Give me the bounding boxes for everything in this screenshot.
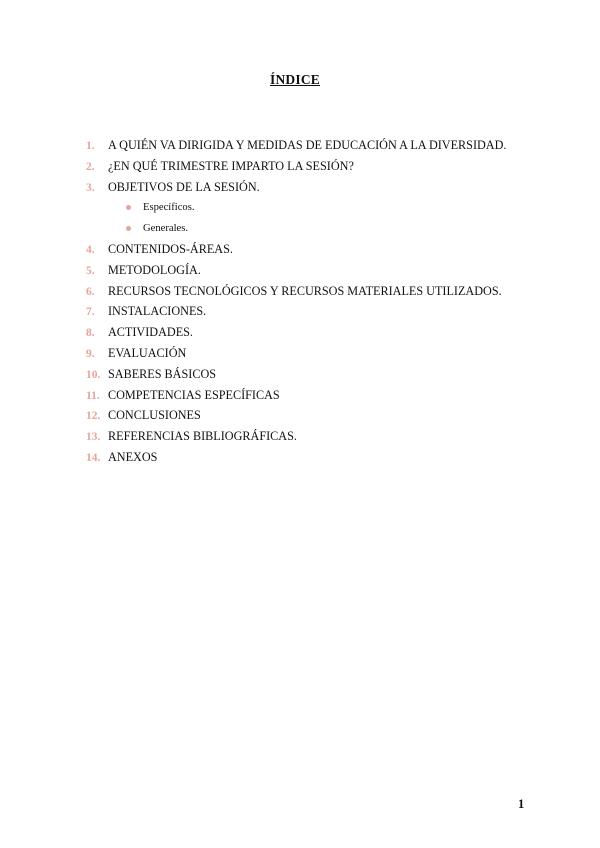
toc-subitem xyxy=(86,218,546,239)
toc-item-text: CONCLUSIONES xyxy=(108,408,201,423)
toc-subitem xyxy=(86,197,546,218)
toc-item-text: CONTENIDOS-ÁREAS. xyxy=(108,241,233,256)
toc-item-text: INSTALACIONES. xyxy=(108,304,207,319)
toc-item-text: ¿EN QUÉ TRIMESTRE IMPARTO LA SESIÓN? xyxy=(108,158,354,173)
toc-item-text: SABERES BÁSICOS xyxy=(108,366,217,381)
toc-item xyxy=(86,239,546,260)
toc-item-number: 9. xyxy=(86,347,95,360)
toc-item-number: 13. xyxy=(86,431,101,444)
toc-item xyxy=(86,260,546,281)
toc-item-number: 8. xyxy=(86,327,95,340)
toc-item xyxy=(86,364,546,385)
toc-item xyxy=(86,135,546,156)
page-number: 1 xyxy=(518,797,525,811)
toc-item-text: A QUIÉN VA DIRIGIDA Y MEDIDAS DE EDUCACIÓN A LA DIVERSIDAD. xyxy=(108,138,507,152)
toc-item-number: 12. xyxy=(86,410,101,423)
toc-subitem-text: Generales. xyxy=(143,223,188,235)
toc-item-number: 1. xyxy=(86,140,95,152)
toc-item xyxy=(86,447,546,468)
toc-item-number: 5. xyxy=(86,264,95,277)
toc-item xyxy=(86,343,546,364)
toc-subitem-text: Específicos. xyxy=(143,202,195,214)
toc-item xyxy=(86,301,546,322)
toc-item-text: COMPETENCIAS ESPECÍFICAS xyxy=(108,387,280,402)
toc-item-text: REFERENCIAS BIBLIOGRÁFICAS. xyxy=(108,429,297,444)
table-of-contents xyxy=(86,135,546,468)
toc-item-number: 4. xyxy=(86,243,95,256)
toc-item-text: OBJETIVOS DE LA SESIÓN. xyxy=(108,179,260,194)
toc-item-text: METODOLOGÍA. xyxy=(108,262,201,277)
toc-item-number: 14. xyxy=(86,451,101,464)
toc-item-number: 6. xyxy=(86,285,95,298)
toc-item-text: ANEXOS xyxy=(108,449,158,464)
toc-item-with-subitems xyxy=(86,177,546,239)
toc-item-number: 10. xyxy=(86,368,101,381)
toc-item xyxy=(86,322,546,343)
bullet-icon xyxy=(126,226,131,231)
toc-item-number: 2. xyxy=(86,160,95,173)
toc-item-text: ACTIVIDADES. xyxy=(108,325,193,340)
toc-item xyxy=(86,405,546,426)
toc-item xyxy=(86,426,546,447)
toc-item-number: 7. xyxy=(86,306,95,319)
toc-item xyxy=(86,156,546,177)
toc-item-text: EVALUACIÓN xyxy=(108,345,187,360)
toc-item-number: 11. xyxy=(86,389,100,402)
toc-item xyxy=(86,177,546,198)
toc-sublist xyxy=(86,197,546,239)
toc-item xyxy=(86,281,546,302)
toc-item-text: RECURSOS TECNOLÓGICOS Y RECURSOS MATERIALES UTILIZADOS. xyxy=(108,283,502,298)
bullet-icon xyxy=(126,205,131,210)
toc-item-number: 3. xyxy=(86,181,95,194)
toc-item xyxy=(86,385,546,406)
page-title: ÍNDICE xyxy=(270,72,320,87)
